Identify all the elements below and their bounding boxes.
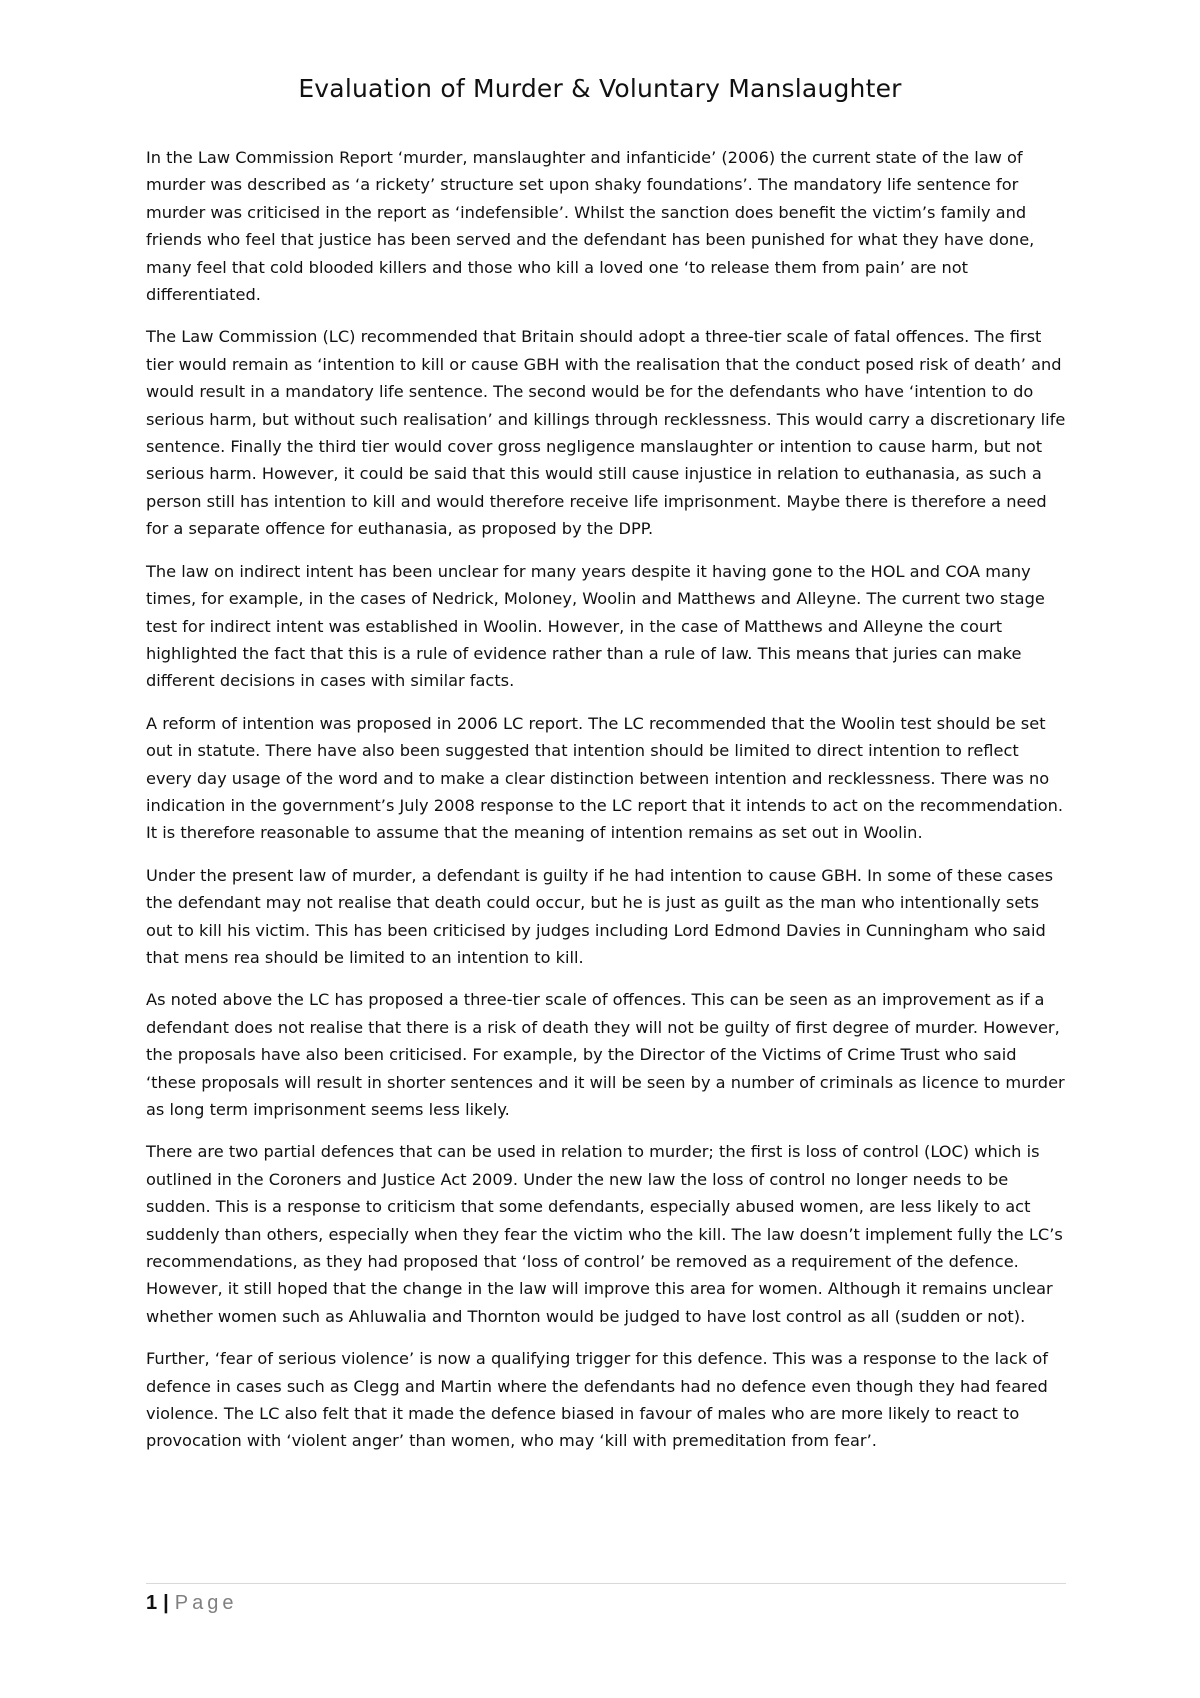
- paragraph: The law on indirect intent has been unclear for many years despite it having gone to the HOL and COA many times, for example, in the cases of Nedrick, Moloney, Woolin and Matthews and Alleyne. The current two stage test for indirect intent was established in Woolin. However, in the case of Matthews and Alleyne the court highlighted the fact that this is a rule of evidence rather than a rule of law. This means that juries can make different decisions in cases with similar facts.: [146, 561, 1045, 691]
- page-label: Page: [174, 1592, 238, 1614]
- paragraph: The Law Commission (LC) recommended that Britain should adopt a three-tier scale of fatal offences. The first tier would remain as ‘intention to kill or cause GBH with the realisation that the conduct posed risk of death’ and would result in a mandatory life sentence. The second would be for the defendants who have ‘intention to do serious harm, but without such realisation’ and killings through recklessness. This would carry a discretionary life sentence. Finally the third tier would cover gross negligence manslaughter or intention to cause harm, but not serious harm. However, it could be said that this would still cause injustice in relation to euthanasia, as such a person still has intention to kill and would therefore receive life imprisonment. Maybe there is therefore a need for a separate offence for euthanasia, as proposed by the DPP.: [146, 327, 1066, 539]
- paragraph: In the Law Commission Report ‘murder, manslaughter and infanticide’ (2006) the current state of the law of murder was described as ‘a rickety’ structure set upon shaky foundations’. The mandatory life sentence for murder was criticised in the report as ‘indefensible’. Whilst the sanction does benefit the victim’s family and friends who feel that justice has been served and the defendant has been punished for what they have done, many feel that cold blooded killers and those who kill a loved one ‘to release them from pain’ are not differentiated.: [146, 148, 1035, 305]
- page-footer: [146, 1589, 237, 1617]
- page-number: 1: [146, 1592, 158, 1614]
- paragraph: There are two partial defences that can be used in relation to murder; the first is loss of control (LOC) which is outlined in the Coroners and Justice Act 2009. Under the new law the loss of control no longer needs to be sudden. This is a response to criticism that some defendants, especially abused women, are less likely to act suddenly than others, especially when they fear the victim who the kill. The law doesn’t implement fully the LC’s recommendations, as they had proposed that ‘loss of control’ be removed as a requirement of the defence. However, it still hoped that the change in the law will improve this area for women. Although it remains unclear whether women such as Ahluwalia and Thornton would be judged to have lost control as all (sudden or not).: [146, 1142, 1063, 1326]
- document-body: [146, 144, 1066, 1470]
- document-title: Evaluation of Murder & Voluntary Manslaughter: [298, 74, 902, 103]
- paragraph: As noted above the LC has proposed a three-tier scale of offences. This can be seen as an improvement as if a defendant does not realise that there is a risk of death they will not be guilty of first degree of murder. However, the proposals have also been criticised. For example, by the Director of the Victims of Crime Trust who said ‘these proposals will result in shorter sentences and it will be seen by a number of criminals as licence to murder as long term imprisonment seems less likely.: [146, 990, 1065, 1119]
- paragraph: Under the present law of murder, a defendant is guilty if he had intention to cause GBH. In some of these cases the defendant may not realise that death could occur, but he is just as guilt as the man who intentionally sets out to kill his victim. This has been criticised by judges including Lord Edmond Davies in Cunningham who said that mens rea should be limited to an intention to kill.: [146, 865, 1054, 967]
- paragraph: A reform of intention was proposed in 2006 LC report. The LC recommended that the Woolin test should be set out in statute. There have also been suggested that intention should be limited to direct intention to reflect every day usage of the word and to make a clear distinction between intention and recklessness. There was no indication in the government’s July 2008 response to the LC report that it intends to act on the recommendation. It is therefore reasonable to assume that the meaning of intention remains as set out in Woolin.: [146, 713, 1064, 843]
- paragraph: Further, ‘fear of serious violence’ is now a qualifying trigger for this defence. This was a response to the lack of defence in cases such as Clegg and Martin where the defendants had no defence even though they had feared violence. The LC also felt that it made the defence biased in favour of males who are more likely to react to provocation with ‘violent anger’ than women, who may ‘kill with premeditation from fear’.: [146, 1349, 1049, 1451]
- footer-divider: [146, 1583, 1066, 1584]
- page-separator: |: [163, 1592, 169, 1614]
